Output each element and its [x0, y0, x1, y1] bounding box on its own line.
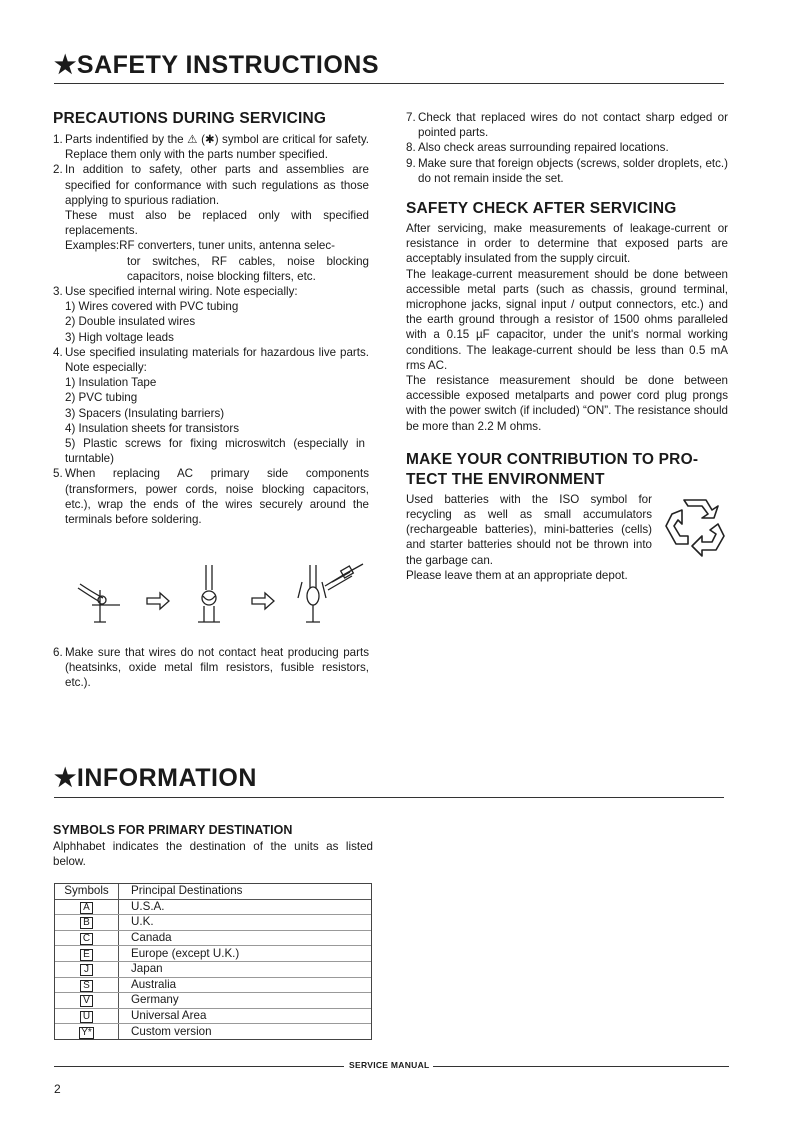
item2-extra: These must also be replaced only with specified replacements. [65, 209, 369, 238]
table-row [55, 930, 371, 946]
symbol-box: V [80, 995, 93, 1007]
precautions-heading: PRECAUTIONS DURING SERVICING [53, 110, 327, 127]
table-row [55, 993, 371, 1009]
terminal-step-1-icon [78, 584, 120, 622]
examples-rest: tor switches, RF cables, noise blocking capacitors, noise blocking filters, etc. [127, 254, 369, 283]
precautions-column [53, 110, 369, 527]
sub-item: 2) PVC tubing [65, 391, 138, 405]
arrow-right-icon [147, 593, 169, 609]
destination-cell: Custom version [131, 1024, 212, 1038]
list-item: 9. Make sure that foreign objects (screws, solder droplets, etc.) do not remain inside the set. [406, 156, 728, 185]
safety-check-p1: After servicing, make measurements of leakage-current or resistance in order to determine that exposed parts are acceptably insulated from the supply circuit. [406, 222, 728, 266]
title-rule [54, 83, 724, 84]
list-item: 8. Also check areas surrounding repaired locations. [406, 141, 669, 155]
examples-lead: Examples:RF converters, tuner units, antenna selec- [65, 239, 336, 253]
item-6-block [53, 645, 369, 691]
sub-item: 5) Plastic screws for fixing microswitch (especially in turntable) [65, 437, 365, 466]
environment-text-2: Please leave them at an appropriate depot. [406, 568, 628, 582]
list-item: 6. Make sure that wires do not contact heat producing parts (heatsinks, oxide metal film resistors, fusible resistors, etc.). [53, 646, 369, 690]
symbols-intro: Alphhabet indicates the destination of the units as listed below. [53, 840, 373, 869]
destination-cell: U.K. [119, 915, 372, 931]
destination-cell: Canada [119, 930, 372, 946]
precautions-list-continued [406, 110, 728, 186]
list-item: 5. When replacing AC primary side components (transformers, power cords, noise blocking capacitors, etc.), wrap the ends of the wires securely around the terminals before soldering. [53, 467, 369, 527]
table-row [55, 946, 371, 962]
section-title-information: ★INFORMATION [54, 764, 257, 792]
list-item: 2. In addition to safety, other parts and assemblies are specified for conformance with such regulations as those applying to spurious radiation. [53, 163, 369, 207]
sub-item: 3) Spacers (Insulating barriers) [65, 406, 225, 420]
precautions-list [53, 132, 369, 527]
sub-item: 1) Wires covered with PVC tubing [65, 300, 239, 314]
table-row [55, 899, 371, 915]
symbols-heading: SYMBOLS FOR PRIMARY DESTINATION [53, 823, 293, 837]
safety-check-p2: The leakage-current measurement should be done between accessible metal parts (such as chassis, ground terminal, microphone jacks, signal input / output connectors, etc.) and the earth ground through a resistor of 1500 ohms paralleled with a 0.15 µF capacitor, under the unit's normal working conditions. The leakage-current should be less than 0.5 mA rms AC. [406, 267, 728, 372]
safety-check-heading: SAFETY CHECK AFTER SERVICING [406, 200, 677, 218]
title-rule [54, 797, 724, 798]
table-row [55, 915, 371, 931]
destination-cell: U.S.A. [119, 899, 372, 915]
symbol-box: B [80, 917, 93, 929]
sub-item: 4) Insulation sheets for transistors [65, 421, 239, 435]
destination-cell: Australia [119, 977, 372, 993]
table-row [55, 1024, 371, 1039]
symbol-box: J [80, 964, 93, 976]
destination-cell: Europe (except U.K.) [119, 946, 372, 962]
footer-rule-left [54, 1066, 344, 1067]
environment-body [406, 492, 728, 568]
destination-cell: Japan [119, 961, 372, 977]
table-row [55, 961, 371, 977]
table-header [55, 884, 371, 899]
safety-check-p3: The resistance measurement should be done between accessible exposed metalparts and power cord plug prongs with the power switch (if included) “ON”. The resistance should be more than 2.2 M ohms. [406, 374, 728, 433]
symbol-box: Y* [81, 1026, 92, 1038]
list-item: 4. Use specified insulating materials for hazardous live parts. Note especially: [53, 345, 369, 375]
sub-item: 2) Double insulated wires [65, 315, 196, 329]
col-destinations: Principal Destinations [119, 884, 372, 899]
destination-table [54, 883, 372, 1040]
symbol-box: U [80, 1011, 93, 1023]
symbol-box: S [80, 980, 93, 992]
terminal-step-2-icon [198, 565, 220, 622]
symbol-box: C [80, 933, 93, 945]
footer-label: SERVICE MANUAL [349, 1060, 430, 1070]
sub-item: 3) High voltage leads [65, 330, 174, 344]
table-row [55, 1008, 371, 1024]
col-symbols: Symbols [55, 884, 119, 899]
soldering-step-icon [298, 564, 363, 622]
section-title-safety: ★SAFETY INSTRUCTIONS [54, 51, 380, 79]
list-item: 3. Use specified internal wiring. Note especially: [53, 285, 298, 299]
symbol-box: E [80, 949, 93, 961]
page-number: 2 [54, 1082, 61, 1096]
right-column [406, 110, 728, 583]
footer-rule-right [433, 1066, 729, 1067]
destination-cell: Universal Area [119, 1008, 372, 1024]
symbols-section [53, 823, 373, 869]
table-row [55, 977, 371, 993]
wire-wrapping-diagram [70, 560, 370, 630]
environment-heading: MAKE YOUR CONTRIBUTION TO PRO- TECT THE ENVIRONMENT [406, 450, 699, 488]
arrow-right-icon [252, 593, 274, 609]
destination-cell: Germany [119, 993, 372, 1009]
list-item: 1. Parts indentified by the ⚠ (✱) symbol are critical for safety. Replace them only with the parts number specified. [53, 133, 369, 162]
list-item: 7. Check that replaced wires do not contact sharp edged or pointed parts. [406, 111, 728, 140]
recycle-icon [662, 496, 728, 558]
environment-text: Used batteries with the ISO symbol for recycling as well as small accumulators (rechargeable batteries), mini-batteries (cells) and starter batteries should not be thrown into the garbage can. [406, 492, 652, 567]
sub-item: 1) Insulation Tape [65, 376, 157, 390]
symbol-box: A [80, 902, 93, 914]
